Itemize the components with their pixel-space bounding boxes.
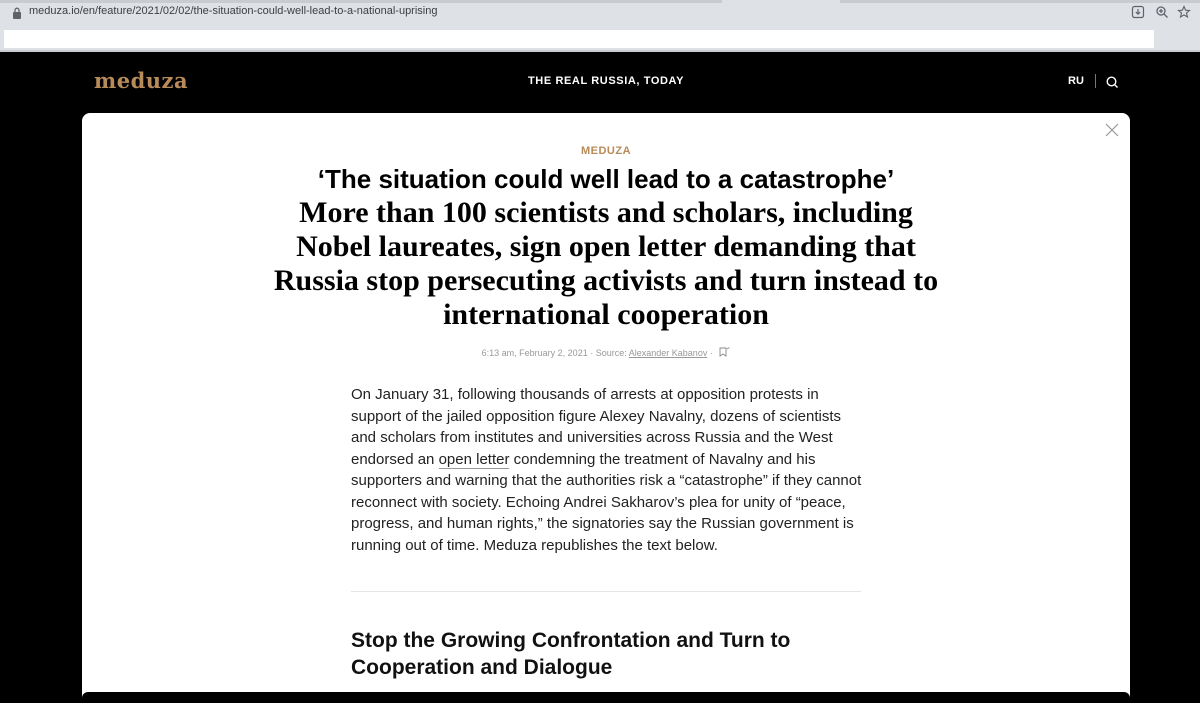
search-icon[interactable] xyxy=(1105,75,1119,89)
rubric-label[interactable]: MEDUZA xyxy=(580,145,632,157)
publish-time: 6:13 am, February 2, 2021 xyxy=(481,348,588,358)
meta-separator: · xyxy=(709,348,716,358)
address-bar[interactable]: meduza.io/en/feature/2021/02/02/the-situation-could-well-lead-to-a-national-uprising xyxy=(29,5,438,17)
source-prefix: Source: xyxy=(595,348,627,358)
bookmark-icon[interactable] xyxy=(719,347,730,357)
language-switch[interactable]: RU xyxy=(1068,75,1084,87)
lede-text-2: condemning the treatment of Navalny and his supporters and warning that the authorities risk a “catastrophe” if they cannot reconnect with society. Echoing Andrei Sakharov’s plea for unity of “peace, progress, and human rights,” the signatories say the Russian government is running out of time. Meduza republishes the text below. xyxy=(351,450,862,554)
lock-icon[interactable] xyxy=(12,7,22,19)
section-divider xyxy=(351,591,861,592)
meduza-logo[interactable]: meduza xyxy=(94,68,189,93)
download-icon[interactable] xyxy=(1131,5,1145,19)
tab-strip-left xyxy=(0,0,722,3)
bookmarks-bar xyxy=(4,30,1154,48)
section-heading: Stop the Growing Confrontation and Turn to Cooperation and Dialogue xyxy=(351,629,791,679)
zoom-icon[interactable] xyxy=(1155,5,1169,19)
article-meta xyxy=(0,347,1200,358)
article-headline: ‘The situation could well lead to a catastrophe’ xyxy=(317,164,895,194)
article-lede xyxy=(351,384,867,556)
close-icon[interactable] xyxy=(1104,122,1120,138)
star-icon[interactable] xyxy=(1177,5,1191,19)
header-separator xyxy=(1095,74,1096,88)
article-subheadline: More than 100 scientists and scholars, including Nobel laureates, sign open letter demanding that Russia stop persecuting activists and turn instead to international cooperation xyxy=(273,196,939,331)
tab-strip-right xyxy=(840,0,1200,3)
tagline: THE REAL RUSSIA, TODAY xyxy=(527,75,685,87)
bottom-panel xyxy=(82,692,1130,703)
author-link[interactable]: Alexander Kabanov xyxy=(628,348,708,358)
meta-separator: · xyxy=(590,348,596,358)
open-letter-link[interactable]: open letter xyxy=(438,450,510,468)
lede-text-1: On January 31, following thousands of arrests at opposition protests in support of the jailed opposition figure Alexey Navalny, dozens of scientists and scholars from institutes and universities across Russia and the West endorsed an xyxy=(351,386,842,468)
